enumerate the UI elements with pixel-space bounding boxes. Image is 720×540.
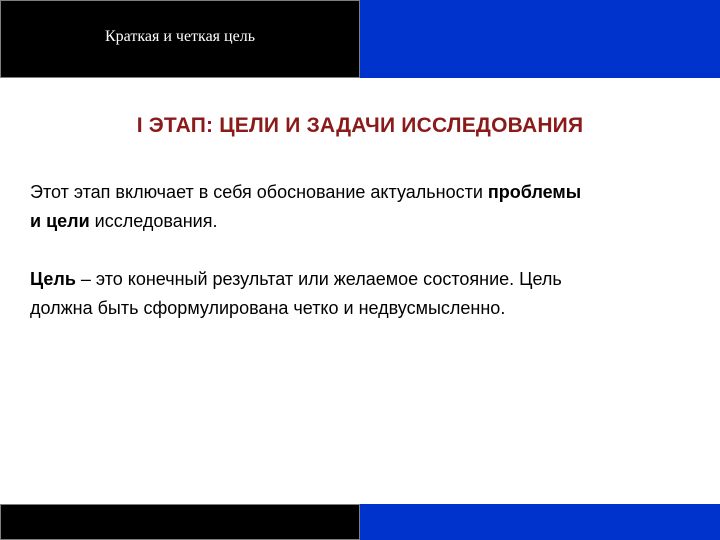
footer-blue-block (360, 504, 720, 540)
header-black-block (0, 0, 360, 78)
paragraph-1-bold-goal: и цели (30, 211, 90, 231)
paragraph-2-line-2: должна быть сформулирована четко и недвусмысленно. (30, 298, 506, 318)
footer-band (0, 504, 720, 540)
paragraph-justification (30, 178, 700, 236)
paragraph-2-line-1: – это конечный результат или желаемое состояние. Цель (75, 269, 562, 289)
paragraph-goal-definition (30, 265, 700, 323)
header-label: Краткая и четкая цель (105, 28, 255, 45)
slide-title: I ЭТАП: ЦЕЛИ И ЗАДАЧИ ИССЛЕДОВАНИЯ (136, 114, 584, 137)
slide-body (30, 178, 700, 323)
footer-black-block (0, 504, 360, 540)
header-blue-block (360, 0, 720, 78)
header-band (0, 0, 720, 78)
paragraph-1-bold-problem: проблемы (487, 182, 582, 202)
paragraph-2-bold-goal: Цель (30, 269, 76, 289)
paragraph-1-text-before: Этот этап включает в себя обоснование актуальности (30, 182, 488, 202)
paragraph-1-text-after: исследования. (89, 211, 218, 231)
